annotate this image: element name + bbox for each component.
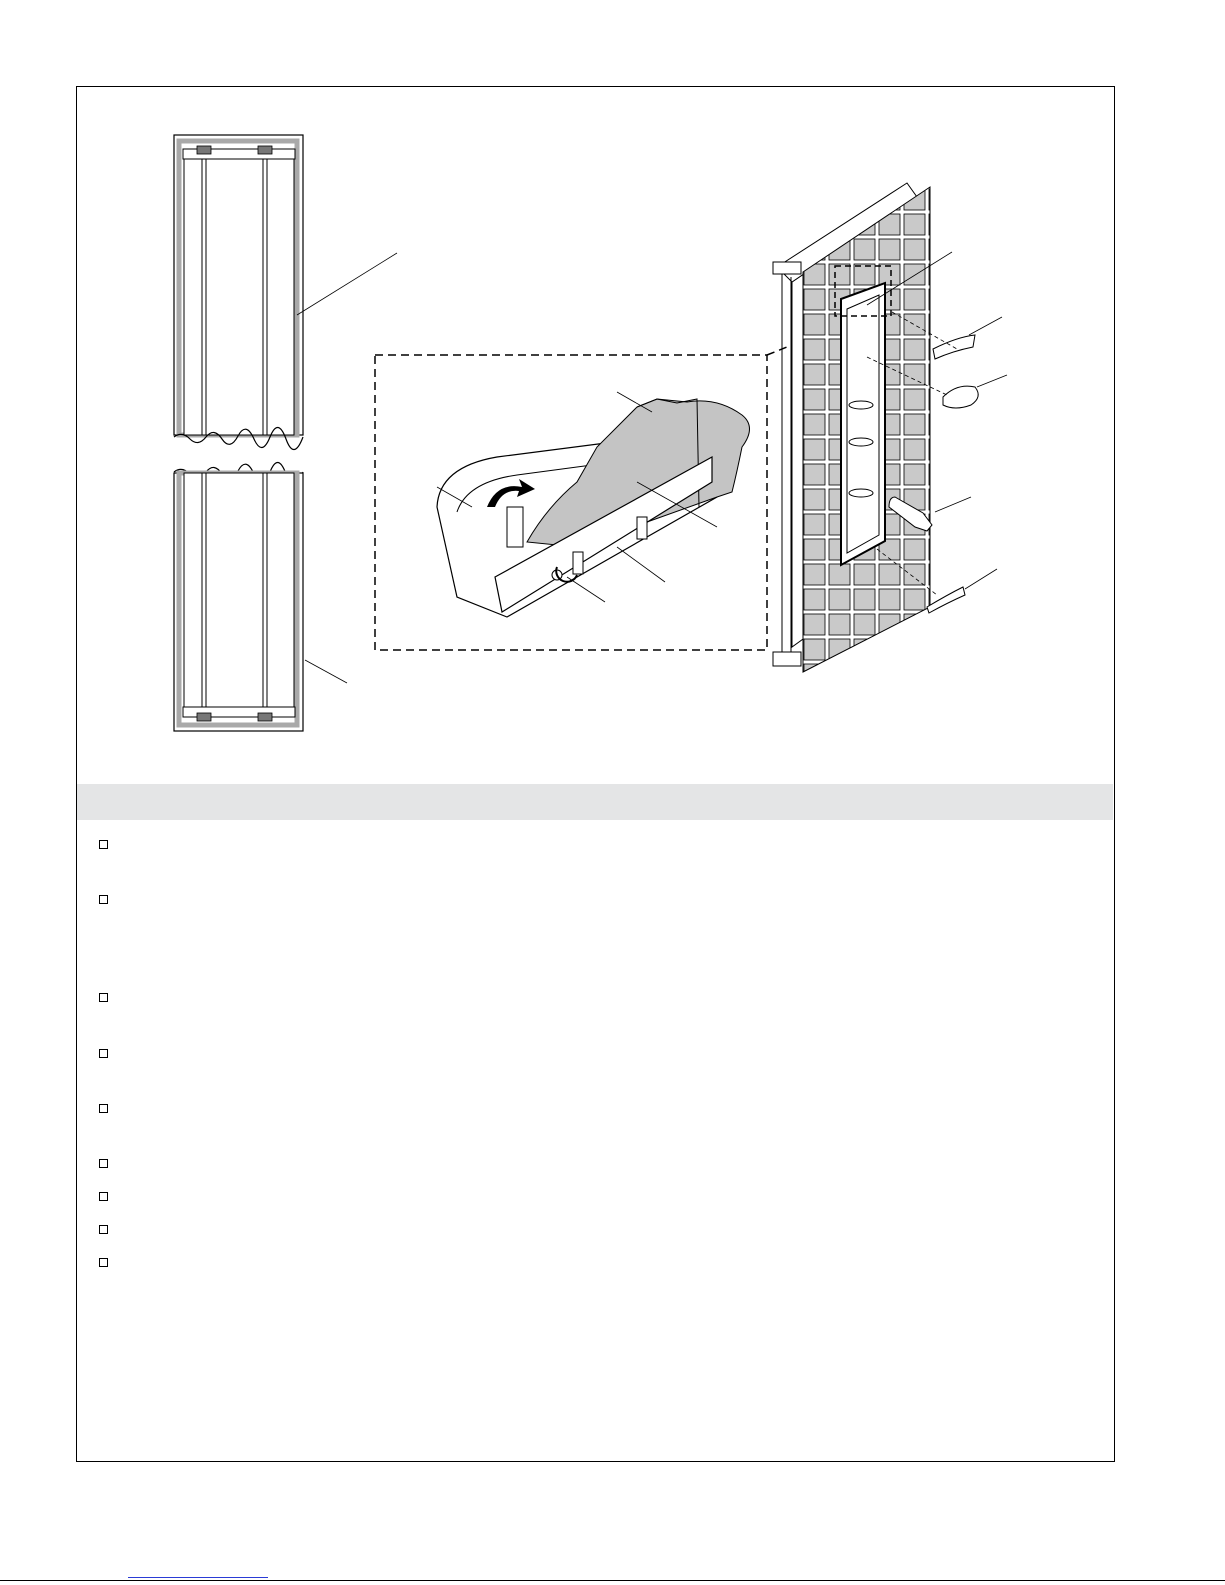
footer-rule bbox=[0, 1580, 1225, 1581]
checkbox-icon[interactable] bbox=[99, 1104, 108, 1113]
footer-link-underline[interactable] bbox=[128, 1577, 268, 1578]
checkbox-icon[interactable] bbox=[99, 840, 108, 849]
checkbox-icon[interactable] bbox=[99, 895, 108, 904]
checklist bbox=[77, 87, 1113, 1461]
checkbox-icon[interactable] bbox=[99, 1225, 108, 1234]
checkbox-icon[interactable] bbox=[99, 1258, 108, 1267]
checkbox-icon[interactable] bbox=[99, 1192, 108, 1201]
page-frame bbox=[76, 86, 1115, 1462]
checkbox-icon[interactable] bbox=[99, 993, 108, 1002]
checkbox-icon[interactable] bbox=[99, 1159, 108, 1168]
checkbox-icon[interactable] bbox=[99, 1049, 108, 1058]
